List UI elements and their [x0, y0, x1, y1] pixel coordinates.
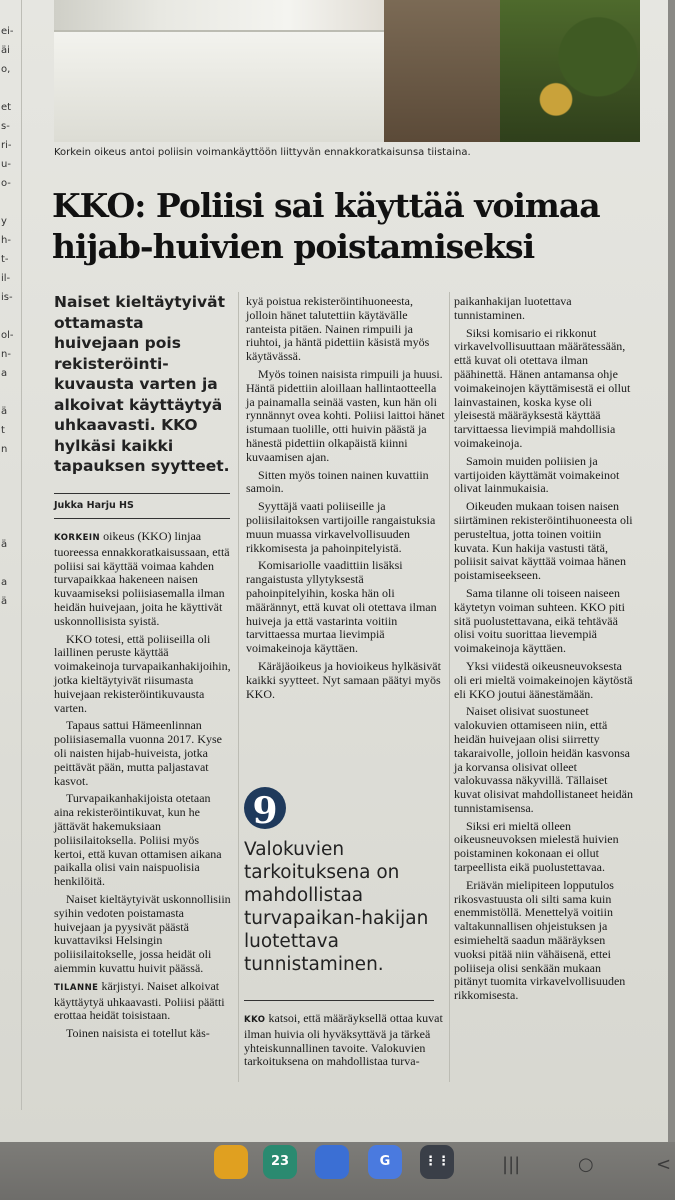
strip-fragment: [1, 611, 21, 630]
article-paragraph: [54, 1027, 232, 1041]
article-paragraph: [54, 893, 232, 976]
article-lead: Naiset kieltäytyivät ottamasta huivejaan pois rekisteröinti-kuvausta varten ja alkoivat käyttäytyä uhkaavasti. KKO hylkäsi kaikki tapauksen syytteet.: [54, 293, 230, 475]
article-column-3: [454, 295, 636, 1007]
quote-icon: 9: [244, 787, 286, 829]
paragraph-text: Siksi eri mieltä olleen oikeusneuvoksen mielestä huivien poistaminen kokonaan ei ollut tarpeellista eikä puolustettavaa.: [454, 818, 619, 875]
article-paragraph: [454, 820, 636, 875]
strip-fragment: [1, 668, 21, 687]
article-paragraph: [246, 559, 446, 656]
paragraph-text: kyä poistua rekisteröintihuoneesta, jolloin hänet talutettiin käytävälle ranteista pitäen. Nainen rimpuili ja riuhtoi, ja häntä pidettiin käsistä myös käytävässä.: [246, 294, 430, 364]
pull-quote: Valokuvien tarkoituksena on mahdollistaa turvapaikan-hakijan luotettava tunnistaminen.: [244, 839, 429, 975]
strip-fragment: [1, 763, 21, 782]
photo-caption: Korkein oikeus antoi poliisin voimankäyttöön liittyvän ennakkoratkaisunsa tiistaina.: [54, 147, 471, 158]
strip-fragment: ä: [1, 596, 8, 607]
strip-fragment: ol-: [1, 330, 14, 341]
paragraph-text: Naiset kieltäytyivät uskonnollisiin syihin vedoten poistamasta huivejaan ja pyysivät päästä kuvattaviksi Helsingin poliisilaitokselle, jossa heidät oli aiemmin kuvattu huivit päässä.: [54, 891, 231, 975]
strip-fragment: [1, 383, 21, 402]
column-divider: [238, 292, 239, 1082]
paragraph-text: paikanhakijan luotettava tunnistaminen.: [454, 294, 572, 322]
article-paragraph: [244, 1012, 444, 1069]
photo-plants: [500, 0, 640, 142]
adjacent-article-strip: [0, 0, 22, 1110]
strip-fragment: a: [1, 577, 8, 588]
paragraph-lead-in: TILANNE: [54, 982, 99, 993]
article-paragraph: [54, 530, 232, 629]
column-divider: [449, 292, 450, 1082]
article-paragraph: [246, 660, 446, 701]
strip-fragment: [1, 877, 21, 896]
article-column-2: [246, 295, 446, 705]
article-photo: [54, 0, 640, 142]
article-paragraph: [454, 705, 636, 815]
taskbar: [0, 1142, 675, 1200]
strip-fragment: [1, 516, 21, 535]
paragraph-text: oikeus (KKO) linjaa tuoreessa ennakkoratkaisussaan, että poliisi sai käyttää voimaa kahden turvapaikkaa hakeneen naisen kuvaamiseksi poliisiasemalla ilman heidän huivejaan, joita he käyttivät uskonnollisista syistä.: [54, 529, 230, 628]
messages-app-icon[interactable]: [315, 1145, 349, 1179]
strip-fragment: u-: [1, 159, 11, 170]
article-paragraph: [54, 719, 232, 788]
translate-app-icon[interactable]: G: [368, 1145, 402, 1179]
paragraph-text: Tapaus sattui Hämeenlinnan poliisiasemalla vuonna 2017. Kyse oli naisten hijab-huiveista, jotka peittävät pään, mutta paljastavat kasvot.: [54, 718, 222, 788]
article-paragraph: [54, 633, 232, 716]
article-paragraph: [54, 792, 232, 889]
strip-fragment: t-: [1, 254, 9, 265]
article-headline: [52, 185, 652, 267]
lead-rule: [54, 493, 230, 494]
paragraph-text: Turvapaikanhakijoista otetaan aina rekisteröintikuvat, kun he jättävät hakemuksiaan poliisilaitoksella. Poliisi myös kertoi, että kuvan ottamisen aikana paikalla olisi vain naispuolisia henkilöitä.: [54, 791, 222, 889]
strip-fragment: [1, 1048, 21, 1067]
strip-fragment: ri-: [1, 140, 12, 151]
strip-fragment: t: [1, 425, 5, 436]
strip-fragment: [1, 820, 21, 839]
headline-line-2: hijab-huivien poistamiseksi: [52, 227, 535, 266]
article-paragraph: [454, 879, 636, 1003]
strip-fragment: s-: [1, 121, 10, 132]
strip-fragment: [1, 307, 21, 326]
photo-balcony-rail: [54, 30, 434, 142]
article-paragraph: [246, 469, 446, 497]
back-button[interactable]: <: [656, 1154, 672, 1175]
article-paragraph: [54, 980, 232, 1023]
paragraph-lead-in: KKO: [244, 1015, 266, 1025]
paragraph-text: Naiset olisivat suostuneet valokuvien ottamiseen niin, että heidän huivejaan olisi siirretty takaraivolle, jolloin heidän kasvonsa ja korvansa olisivat olleet valokuvassa näkyvillä. Tällaiset kuvat olisivat mahdollistaneet heidän tunnistamisensa.: [454, 704, 633, 815]
strip-fragment: [1, 934, 21, 953]
strip-fragment: is-: [1, 292, 13, 303]
strip-fragment: [1, 744, 21, 763]
pull-quote-rule: [244, 1000, 434, 1001]
paragraph-text: Syyttäjä vaati poliiseille ja poliisilaitoksen vartijoille rangaistuksia muun muassa virkavelvollisuuden rikkomisesta ja pahoinpitelyistä.: [246, 499, 436, 555]
strip-fragment: [1, 193, 21, 212]
strip-fragment: [1, 497, 21, 516]
app-drawer-icon[interactable]: ⋮⋮: [420, 1145, 454, 1179]
paragraph-text: KKO totesi, että poliiseilla oli laillinen peruste käyttää voimakeinoja turvapaikanhakijoihin, jotka kieltäytyivät riisumasta huivejaan rekisteröintikuvausta varten.: [54, 631, 231, 715]
paragraph-text: Sama tilanne oli toiseen naiseen käytetyn voiman suhteen. KKO piti sitä puolustettavana, eikä tehtävää olisi voitu suorittaa lievempiä voimakeinoja käyttäen.: [454, 585, 625, 656]
article-column-2-continued: [244, 1012, 444, 1073]
article-paragraph: [246, 500, 446, 555]
paragraph-text: Toinen naisista ei totellut käs-: [66, 1026, 210, 1041]
strip-fragment: il-: [1, 273, 11, 284]
strip-fragment: ä: [1, 406, 8, 417]
article-paragraph: [454, 660, 636, 701]
article-paragraph: [454, 587, 636, 656]
strip-fragment: [1, 896, 21, 915]
strip-fragment: [1, 972, 21, 991]
strip-fragment: n: [1, 444, 8, 455]
strip-fragment: [1, 630, 21, 649]
paragraph-text: Yksi viidestä oikeusneuvoksesta oli eri mieltä voimakeinojen käytöstä eli KKO joutui äänestämään.: [454, 658, 633, 701]
strip-fragment: y: [1, 216, 7, 227]
recents-button[interactable]: |||: [502, 1154, 521, 1175]
strip-fragment: o,: [1, 64, 11, 75]
strip-fragment: et: [1, 102, 12, 113]
strip-fragment: [1, 953, 21, 972]
strip-fragment: h-: [1, 235, 11, 246]
paragraph-text: Eriävän mielipiteen lopputulos rikosvastuusta oli silti sama kuin enemmistöllä. Menettelyä voitiin valtakunnallisen ohjeistuksen ja esimieheltä saadun määräyksen vuoksi pitää niin vähäisenä, ettei poliiseja olisi senkään mukaan pitänyt tuomita virkavelvollisuuden rikkomisesta.: [454, 877, 626, 1003]
strip-fragment: [1, 725, 21, 744]
paragraph-text: Myös toinen naisista rimpuili ja huusi. Häntä pidettiin aloillaan hallintaotteella ja painamalla seinää vasten, kun hän oli rynnännyt ovea kohti. Poliisi laittoi hänet istumaan tuolille, otti huivin päästä ja hänestä pidettiin olkapäistä kiinni kuvaamisen ajan.: [246, 366, 445, 464]
strip-fragment: [1, 554, 21, 573]
paragraph-text: kärjistyi. Naiset alkoivat käyttäytyä uhkaavasti. Poliisi päätti erottaa heidät toisistaan.: [54, 978, 225, 1023]
home-button[interactable]: ○: [578, 1154, 594, 1175]
strip-fragment: [1, 706, 21, 725]
strip-fragment: [1, 649, 21, 668]
article-paragraph: [454, 455, 636, 496]
strip-fragment: n-: [1, 349, 11, 360]
strip-fragment: [1, 991, 21, 1010]
paragraph-text: Oikeuden mukaan toisen naisen siirtäminen rekisteröintihuoneesta oli perusteltua, jotta toinen voitiin kuvata. Kun hakija vastusti tätä, poliisit saivat käyttää voimaa hänen poistamiseekseen.: [454, 499, 633, 583]
strip-fragment: ä: [1, 539, 8, 550]
paragraph-text: katsoi, että määräyksellä ottaa kuvat ilman huivia oli hyväksyttävä ja tärkeä yhteiskunnallinen tavoite. Valokuvien tarkoituksena on mahdollistaa turva-: [244, 1011, 443, 1069]
strip-fragment: [1, 915, 21, 934]
calendar-app-icon[interactable]: 23: [263, 1145, 297, 1179]
paragraph-text: Samoin muiden poliisien ja vartijoiden käyttämät voimakeinot olivat lainmukaisia.: [454, 453, 620, 496]
paragraph-text: Siksi komisario ei rikkonut virkavelvollisuuttaan määrätessään, että kuvat oli otettava ilman päähinettä. Hänen antamansa ohje voimakeinojen käyttämisestä ei ollut lainvastainen, koska kyse oli yleisestä määräyksestä käyttää tarvittaessa lievimpiä mahdollisia voimakeinoja.: [454, 325, 631, 450]
folder-app-icon[interactable]: [214, 1145, 248, 1179]
strip-fragment: [1, 687, 21, 706]
strip-fragment: [1, 79, 21, 98]
article-byline: Jukka Harju HS: [54, 500, 134, 511]
paragraph-text: Sitten myös toinen nainen kuvattiin samoin.: [246, 467, 429, 496]
strip-fragment: [1, 839, 21, 858]
article-paragraph: [454, 295, 636, 323]
strip-fragment: [1, 478, 21, 497]
strip-fragment: [1, 1010, 21, 1029]
strip-fragment: a: [1, 368, 8, 379]
strip-fragment: [1, 459, 21, 478]
paragraph-text: Käräjäoikeus ja hovioikeus hylkäsivät kaikki syytteet. Nyt samaan päätyi myös KKO.: [246, 658, 441, 701]
strip-fragment: o-: [1, 178, 11, 189]
article-paragraph: [246, 295, 446, 364]
strip-fragment: [1, 1029, 21, 1048]
article-paragraph: [454, 500, 636, 583]
byline-rule: [54, 518, 230, 519]
headline-line-1: KKO: Poliisi sai käyttää voimaa: [52, 186, 600, 225]
strip-fragment: [1, 1067, 21, 1086]
article-paragraph: [246, 368, 446, 465]
strip-fragment: äi: [1, 45, 10, 56]
article-column-1: [54, 530, 232, 1045]
article-paragraph: [454, 327, 636, 451]
paragraph-text: Komisariolle vaadittiin lisäksi rangaistusta yllytyksestä pahoinpitelyihin, koska hän oli määrännyt, että kuvat oli otettava ilman huiveja ja että vastarinta voitiin tarvittaessa murtaa lievimpiä voimakeinoja käyttäen.: [246, 558, 437, 656]
strip-fragment: ei-: [1, 26, 14, 37]
strip-fragment: [1, 858, 21, 877]
strip-fragment: [1, 782, 21, 801]
paragraph-lead-in: KORKEIN: [54, 533, 101, 543]
strip-fragment: [1, 801, 21, 820]
